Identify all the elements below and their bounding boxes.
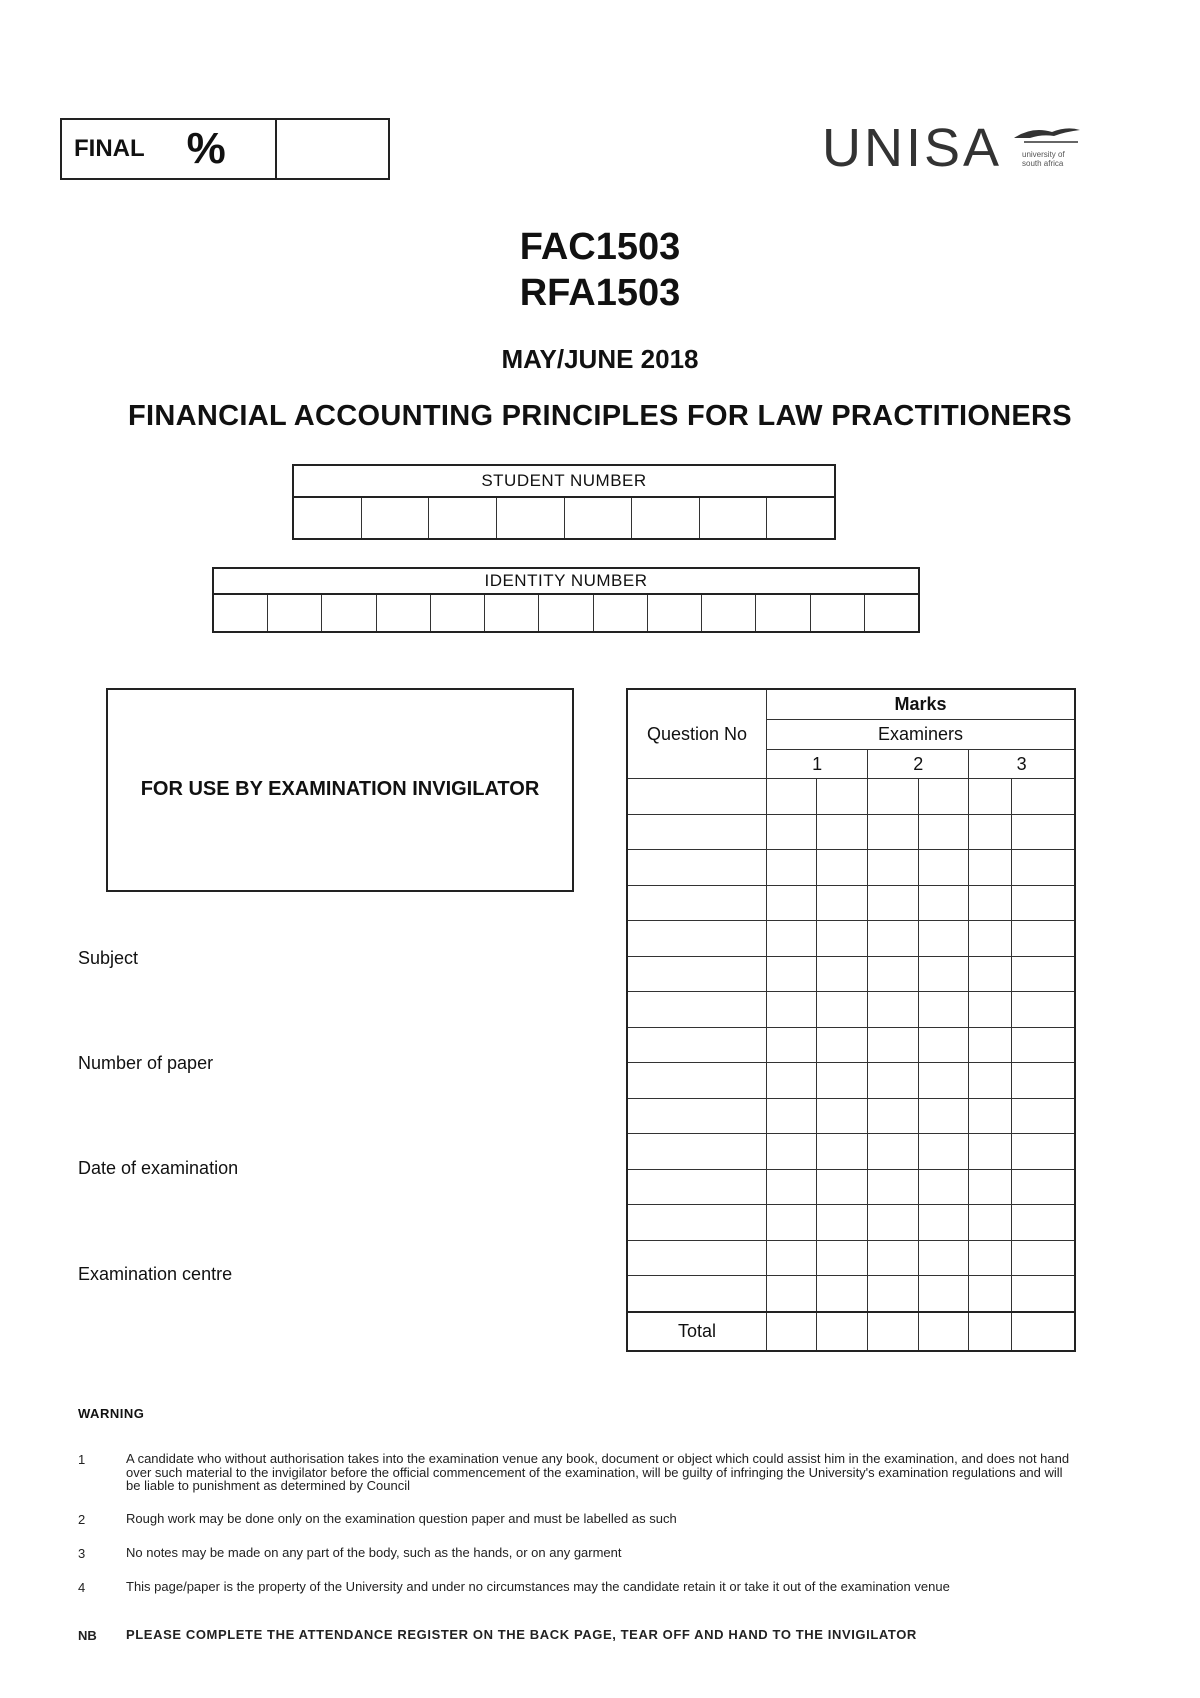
examiner-2-header: 2 <box>868 750 969 779</box>
question-number-cell[interactable] <box>627 956 767 992</box>
mark-cell[interactable] <box>767 850 817 886</box>
marks-row <box>627 921 1075 957</box>
marks-header: Marks <box>767 689 1076 720</box>
identity-number-digit[interactable] <box>702 595 756 631</box>
mark-cell[interactable] <box>817 992 868 1028</box>
mark-cell[interactable] <box>868 779 918 815</box>
mark-cell[interactable] <box>868 1063 918 1099</box>
nb-label: NB <box>78 1628 97 1643</box>
mark-cell[interactable] <box>817 850 868 886</box>
mark-cell[interactable] <box>1011 850 1075 886</box>
marks-row <box>627 814 1075 850</box>
marks-row <box>627 992 1075 1028</box>
mark-cell[interactable] <box>969 1205 1011 1241</box>
warning-heading: WARNING <box>78 1406 145 1421</box>
marks-row <box>627 885 1075 921</box>
student-number-digit[interactable] <box>497 498 565 538</box>
mark-cell[interactable] <box>767 1240 817 1276</box>
mark-cell[interactable] <box>1011 1063 1075 1099</box>
question-number-cell[interactable] <box>627 1205 767 1241</box>
mark-cell[interactable] <box>767 956 817 992</box>
question-number-cell[interactable] <box>627 1240 767 1276</box>
mark-cell[interactable] <box>918 1134 969 1170</box>
identity-number-digit[interactable] <box>431 595 485 631</box>
identity-number-digit[interactable] <box>214 595 268 631</box>
mark-cell[interactable] <box>767 1205 817 1241</box>
mark-cell[interactable] <box>918 921 969 957</box>
warning-item-text: Rough work may be done only on the examination question paper and must be labelled as such <box>126 1511 677 1526</box>
question-number-cell[interactable] <box>627 850 767 886</box>
mark-cell[interactable] <box>969 992 1011 1028</box>
mark-cell[interactable] <box>1011 956 1075 992</box>
student-number-digit[interactable] <box>294 498 362 538</box>
mark-cell[interactable] <box>969 956 1011 992</box>
mark-cell[interactable] <box>918 1276 969 1312</box>
identity-number-digit[interactable] <box>594 595 648 631</box>
mark-cell[interactable] <box>969 1276 1011 1312</box>
question-number-cell[interactable] <box>627 1027 767 1063</box>
examiners-header: Examiners <box>767 720 1076 750</box>
mark-cell[interactable] <box>1011 921 1075 957</box>
logo-wordmark: UNISA <box>822 118 1003 178</box>
total-cell[interactable] <box>1011 1312 1075 1351</box>
student-number-digit[interactable] <box>429 498 497 538</box>
warning-item-number: 3 <box>78 1546 86 1561</box>
student-number-digit[interactable] <box>700 498 768 538</box>
mark-cell[interactable] <box>969 885 1011 921</box>
course-code-2: RFA1503 <box>519 272 681 314</box>
marks-row <box>627 1098 1075 1134</box>
identity-number-digit[interactable] <box>756 595 810 631</box>
marks-rows <box>627 779 1075 1312</box>
mark-cell[interactable] <box>817 1098 868 1134</box>
total-cell[interactable] <box>817 1312 868 1351</box>
question-number-cell[interactable] <box>627 1276 767 1312</box>
marks-table <box>626 688 1076 1352</box>
mark-cell[interactable] <box>969 1134 1011 1170</box>
mark-cell[interactable] <box>767 1276 817 1312</box>
unisa-logo <box>822 118 1082 178</box>
total-cell[interactable] <box>868 1312 918 1351</box>
mark-cell[interactable] <box>868 1134 918 1170</box>
mark-cell[interactable] <box>969 779 1011 815</box>
mark-cell[interactable] <box>868 1205 918 1241</box>
mark-cell[interactable] <box>868 1240 918 1276</box>
marks-row <box>627 1205 1075 1241</box>
mark-cell[interactable] <box>969 1169 1011 1205</box>
marks-row <box>627 1063 1075 1099</box>
subject-label: Subject <box>78 948 139 968</box>
marks-row <box>627 1134 1075 1170</box>
student-number-grid <box>292 464 836 540</box>
mark-cell[interactable] <box>969 1063 1011 1099</box>
mark-cell[interactable] <box>868 1276 918 1312</box>
mark-cell[interactable] <box>767 1134 817 1170</box>
total-label: Total <box>627 1312 767 1351</box>
mark-cell[interactable] <box>767 1027 817 1063</box>
invigilator-label: FOR USE BY EXAMINATION INVIGILATOR <box>140 778 540 800</box>
logo-tagline: university of south africa <box>1022 150 1065 168</box>
mark-cell[interactable] <box>918 956 969 992</box>
mark-cell[interactable] <box>817 1205 868 1241</box>
mark-cell[interactable] <box>969 1098 1011 1134</box>
student-number-digit[interactable] <box>632 498 700 538</box>
question-number-cell[interactable] <box>627 992 767 1028</box>
final-label-cell <box>62 120 277 178</box>
invigilator-box <box>106 688 574 892</box>
mark-cell[interactable] <box>817 1027 868 1063</box>
marks-row <box>627 779 1075 815</box>
mark-cell[interactable] <box>868 814 918 850</box>
mark-cell[interactable] <box>767 921 817 957</box>
final-percentage-box <box>60 118 390 180</box>
total-row <box>627 1312 1075 1351</box>
question-number-cell[interactable] <box>627 921 767 957</box>
final-percentage-input[interactable] <box>277 120 388 178</box>
paper-number-label: Number of paper <box>78 1053 214 1073</box>
mark-cell[interactable] <box>767 992 817 1028</box>
mark-cell[interactable] <box>918 1063 969 1099</box>
mark-cell[interactable] <box>1011 1276 1075 1312</box>
question-number-cell[interactable] <box>627 779 767 815</box>
mark-cell[interactable] <box>817 921 868 957</box>
mark-cell[interactable] <box>868 850 918 886</box>
mark-cell[interactable] <box>767 779 817 815</box>
identity-number-digit[interactable] <box>485 595 539 631</box>
mark-cell[interactable] <box>1011 1169 1075 1205</box>
mark-cell[interactable] <box>918 1205 969 1241</box>
identity-number-grid <box>212 567 920 633</box>
identity-number-digit[interactable] <box>377 595 431 631</box>
mark-cell[interactable] <box>1011 1205 1075 1241</box>
identity-number-digit[interactable] <box>865 595 918 631</box>
mark-cell[interactable] <box>767 1063 817 1099</box>
mark-cell[interactable] <box>1011 814 1075 850</box>
mark-cell[interactable] <box>817 1063 868 1099</box>
warning-item-number: 4 <box>78 1580 86 1595</box>
marks-row <box>627 1027 1075 1063</box>
student-number-label: STUDENT NUMBER <box>294 466 834 498</box>
mark-cell[interactable] <box>817 885 868 921</box>
mark-cell[interactable] <box>918 885 969 921</box>
warning-item-number: 1 <box>78 1452 86 1467</box>
question-number-cell[interactable] <box>627 1063 767 1099</box>
question-number-cell[interactable] <box>627 1098 767 1134</box>
warning-item-text: No notes may be made on any part of the body, such as the hands, or on any garment <box>126 1545 622 1560</box>
question-no-header: Question No <box>627 689 767 779</box>
mark-cell[interactable] <box>1011 992 1075 1028</box>
mark-cell[interactable] <box>918 1169 969 1205</box>
mark-cell[interactable] <box>817 779 868 815</box>
total-cell[interactable] <box>969 1312 1011 1351</box>
marks-row <box>627 850 1075 886</box>
identity-number-digit[interactable] <box>322 595 376 631</box>
question-number-cell[interactable] <box>627 885 767 921</box>
marks-row <box>627 1240 1075 1276</box>
mark-cell[interactable] <box>918 779 969 815</box>
mark-cell[interactable] <box>918 850 969 886</box>
student-number-digit[interactable] <box>767 498 834 538</box>
percent-sign: % <box>186 124 226 173</box>
identity-number-digit[interactable] <box>648 595 702 631</box>
student-number-digit[interactable] <box>362 498 430 538</box>
mark-cell[interactable] <box>969 1027 1011 1063</box>
mark-cell[interactable] <box>918 1240 969 1276</box>
mark-cell[interactable] <box>969 850 1011 886</box>
mark-cell[interactable] <box>969 921 1011 957</box>
warning-item-number: 2 <box>78 1512 86 1527</box>
mark-cell[interactable] <box>868 1098 918 1134</box>
exam-session: MAY/JUNE 2018 <box>501 344 699 374</box>
mark-cell[interactable] <box>918 1027 969 1063</box>
identity-number-label: IDENTITY NUMBER <box>214 569 918 595</box>
marks-row <box>627 1276 1075 1312</box>
nb-text: PLEASE COMPLETE THE ATTENDANCE REGISTER ON THE BACK PAGE, TEAR OFF AND HAND TO THE INVIGILATOR <box>126 1627 917 1642</box>
mark-cell[interactable] <box>868 992 918 1028</box>
question-number-cell[interactable] <box>627 1169 767 1205</box>
logo-bird-icon <box>1012 122 1082 152</box>
mark-cell[interactable] <box>1011 1134 1075 1170</box>
mark-cell[interactable] <box>817 956 868 992</box>
mark-cell[interactable] <box>817 1276 868 1312</box>
mark-cell[interactable] <box>1011 1098 1075 1134</box>
total-cell[interactable] <box>918 1312 969 1351</box>
exam-title: FINANCIAL ACCOUNTING PRINCIPLES FOR LAW PRACTITIONERS <box>128 400 1072 432</box>
warning-item-text: This page/paper is the property of the University and under no circumstances may the candidate retain it or take it out of the examination venue <box>126 1579 950 1594</box>
mark-cell[interactable] <box>817 814 868 850</box>
marks-row <box>627 1169 1075 1205</box>
mark-cell[interactable] <box>918 814 969 850</box>
mark-cell[interactable] <box>868 1169 918 1205</box>
mark-cell[interactable] <box>1011 885 1075 921</box>
identity-number-digit[interactable] <box>539 595 593 631</box>
mark-cell[interactable] <box>817 1134 868 1170</box>
mark-cell[interactable] <box>969 1240 1011 1276</box>
warning-item-text: A candidate who without authorisation takes into the examination venue any book, document or object which could assist him in the examination, and does not hand over such material to the invigilator before the official commencement of the examination, will be guilty of infringing the University's examination regulations and will be liable to punishment as determined by Council <box>126 1451 1070 1493</box>
mark-cell[interactable] <box>868 1027 918 1063</box>
mark-cell[interactable] <box>1011 779 1075 815</box>
mark-cell[interactable] <box>969 814 1011 850</box>
mark-cell[interactable] <box>767 885 817 921</box>
mark-cell[interactable] <box>767 1098 817 1134</box>
mark-cell[interactable] <box>1011 1027 1075 1063</box>
mark-cell[interactable] <box>868 921 918 957</box>
mark-cell[interactable] <box>918 1098 969 1134</box>
mark-cell[interactable] <box>868 885 918 921</box>
question-number-cell[interactable] <box>627 814 767 850</box>
exam-centre-label: Examination centre <box>78 1264 233 1284</box>
examiner-1-header: 1 <box>767 750 868 779</box>
mark-cell[interactable] <box>817 1240 868 1276</box>
mark-cell[interactable] <box>1011 1240 1075 1276</box>
mark-cell[interactable] <box>767 1169 817 1205</box>
total-cell[interactable] <box>767 1312 817 1351</box>
examiner-3-header: 3 <box>969 750 1075 779</box>
final-label: FINAL <box>74 135 145 162</box>
mark-cell[interactable] <box>918 992 969 1028</box>
course-code-1: FAC1503 <box>519 226 681 268</box>
mark-cell[interactable] <box>817 1169 868 1205</box>
identity-number-digit[interactable] <box>268 595 322 631</box>
mark-cell[interactable] <box>868 956 918 992</box>
exam-date-label: Date of examination <box>78 1158 239 1178</box>
question-number-cell[interactable] <box>627 1134 767 1170</box>
mark-cell[interactable] <box>767 814 817 850</box>
marks-row <box>627 956 1075 992</box>
student-number-digit[interactable] <box>565 498 633 538</box>
identity-number-digit[interactable] <box>811 595 865 631</box>
